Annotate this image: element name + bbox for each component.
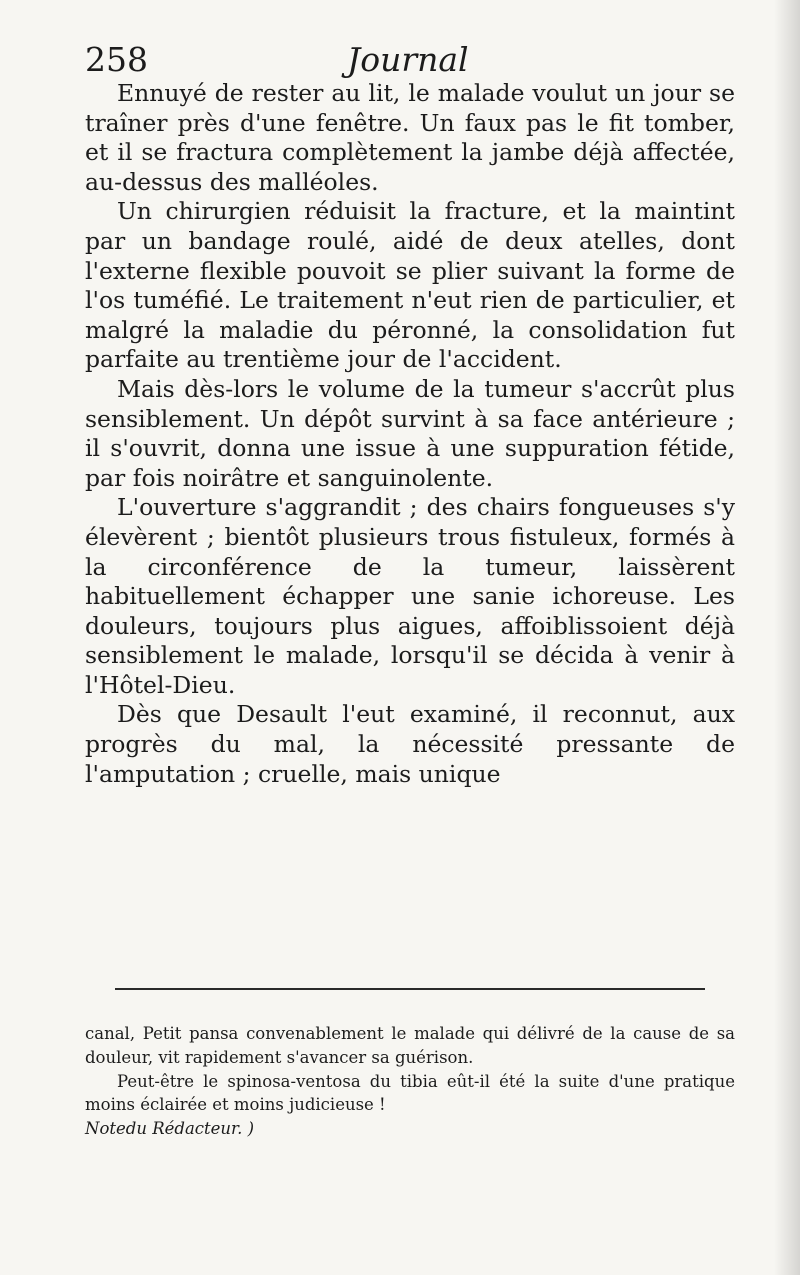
footnote-continuation: canal, Petit pansa convenablement le malade qui délivré de la cause de sa douleur, vit rapidement s'avancer sa guérison.: [85, 1024, 735, 1067]
editor-signature: Notedu Rédacteur. ): [85, 1119, 255, 1139]
page-gutter-shadow: [774, 0, 800, 1275]
main-text: [85, 79, 735, 789]
paragraph: Dès que Desault l'eut examiné, il reconnut, aux progrès du mal, la nécessité pressante de l'amputation ; cruelle, mais unique: [85, 700, 735, 788]
footnote-block: [85, 1022, 735, 1141]
paragraph: Un chirurgien réduisit la fracture, et la maintint par un bandage roulé, aidé de deux atelles, dont l'externe flexible pouvoit se plier suivant la forme de l'os tuméfié. Le traitement n'eut rien de particulier, et malgré la maladie du péronné, la consolidation fut parfaite au trentième jour de l'accident.: [85, 197, 735, 374]
footnote-divider: [115, 988, 705, 990]
editor-note: Peut-être le spinosa-ventosa du tibia eût-il été la suite d'une pratique moins éclairée et moins judicieuse !: [85, 1071, 735, 1115]
paragraph: Ennuyé de rester au lit, le malade voulut un jour se traîner près d'une fenêtre. Un faux pas le fit tomber, et il se fractura complètement la jambe déjà affectée, au-dessus des malléoles.: [85, 79, 735, 196]
running-title: Journal: [347, 40, 469, 79]
paragraph: Mais dès-lors le volume de la tumeur s'accrût plus sensiblement. Un dépôt survint à sa face antérieure ; il s'ouvrit, donna une issue à une suppuration fétide, par fois noirâtre et sanguinolente.: [85, 374, 735, 492]
page-number: 258: [85, 40, 148, 79]
paragraph: L'ouverture s'aggrandit ; des chairs fongueuses s'y élevèrent ; bientôt plusieurs trous fistuleux, formés à la circonférence de la tumeur, laissèrent habituellement échapper une sanie ichoreuse. Les douleurs, toujours plus aigues, affoiblissoient déjà sensiblement le malade, lorsqu'il se décida à venir à l'Hôtel-Dieu.: [85, 493, 735, 699]
